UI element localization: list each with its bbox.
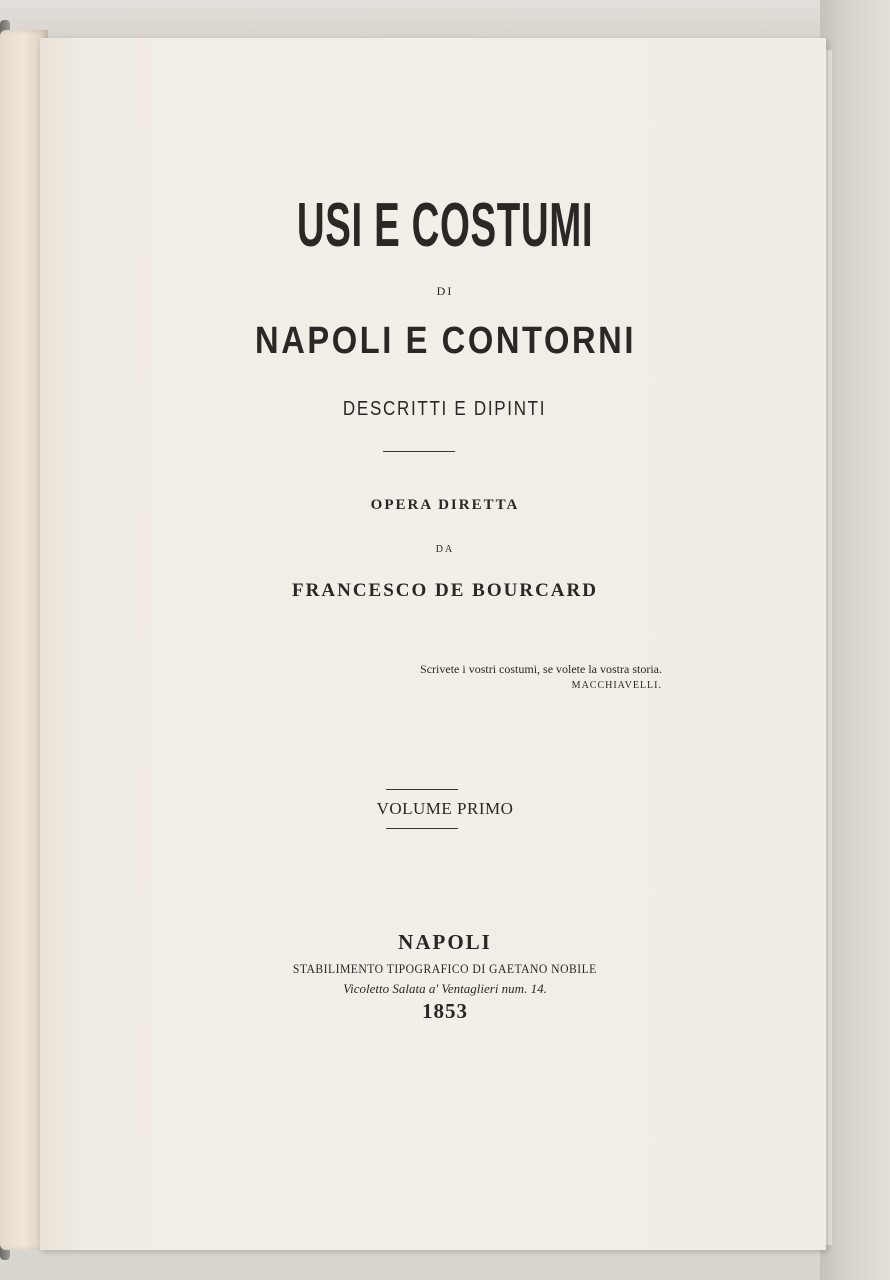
da-line: DA: [435, 544, 455, 555]
volume-rule-bottom: [386, 828, 458, 829]
book-title: USI E COSTUMI: [296, 191, 594, 260]
opera-line: OPERA DIRETTA: [370, 497, 520, 513]
author-name: FRANCESCO DE BOURCARD: [292, 580, 598, 601]
volume-rule-top: [386, 789, 458, 790]
epigraph-attribution: MACCHIAVELLI.: [571, 680, 662, 691]
imprint-city: NAPOLI: [398, 930, 492, 954]
book-description: DESCRITTI E DIPINTI: [343, 398, 547, 420]
book-subtitle: NAPOLI E CONTORNI: [254, 320, 636, 362]
divider-rule: [383, 451, 455, 452]
imprint-printer: STABILIMENTO TIPOGRAFICO DI GAETANO NOBILE: [293, 961, 597, 976]
epigraph-text: Scrivete i vostri costumi, se volete la vostra storia.: [420, 662, 662, 676]
imprint-address: Vicoletto Salata a' Ventaglieri num. 14.: [343, 981, 547, 996]
volume-label: VOLUME PRIMO: [376, 799, 514, 818]
background-top: [0, 0, 890, 40]
imprint-year: 1853: [422, 999, 468, 1023]
title-connector: DI: [436, 284, 454, 298]
